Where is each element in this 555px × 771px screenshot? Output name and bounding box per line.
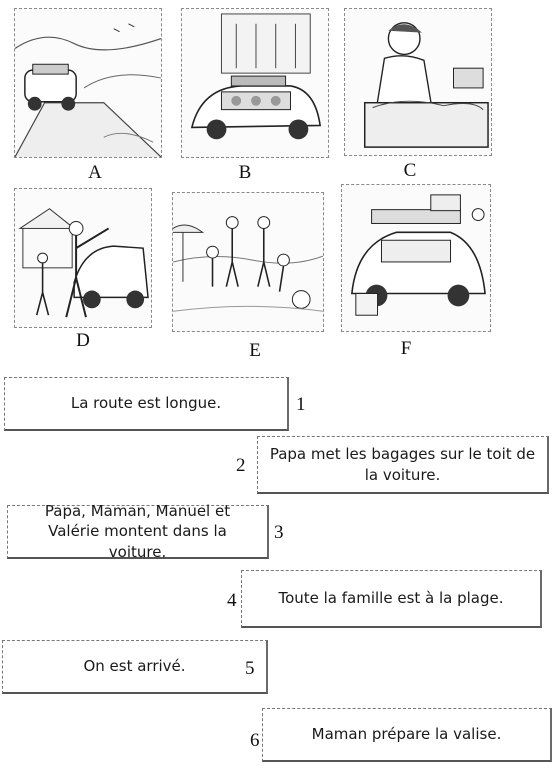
mother-packing-suitcase-illustration xyxy=(345,9,491,155)
sentence-number-6: 6 xyxy=(250,730,260,751)
family-in-car-illustration xyxy=(182,9,328,157)
family-at-beach-illustration xyxy=(173,193,323,331)
loading-roof-rack-illustration xyxy=(15,189,151,327)
sentence-text: Papa met les bagages sur le toit de la voiture. xyxy=(269,445,536,484)
sentence-text: Maman prépare la valise. xyxy=(311,725,502,744)
picture-c xyxy=(344,8,492,156)
sentence-card-1 xyxy=(4,377,289,431)
car-with-roof-luggage-illustration xyxy=(342,185,490,331)
picture-label-d: D xyxy=(76,330,90,351)
sentence-number-5: 5 xyxy=(245,658,255,679)
picture-e xyxy=(172,192,324,332)
picture-label-c: C xyxy=(403,160,417,181)
sentence-number-3: 3 xyxy=(274,522,284,543)
sentence-number-2: 2 xyxy=(236,455,246,476)
sentence-card-4 xyxy=(241,570,542,628)
picture-label-f: F xyxy=(400,338,412,359)
picture-a xyxy=(14,8,162,158)
picture-label-e: E xyxy=(249,340,261,361)
sentence-text: Papa, Maman, Manuel et Valérie montent dans la voiture. xyxy=(44,502,231,561)
car-on-road-illustration xyxy=(15,9,161,157)
sentence-number-1: 1 xyxy=(296,394,306,415)
sentence-card-2 xyxy=(257,436,549,494)
picture-b xyxy=(181,8,329,158)
picture-f xyxy=(341,184,491,332)
sentence-text: Toute la famille est à la plage. xyxy=(278,589,504,608)
sentence-number-4: 4 xyxy=(227,590,237,611)
sentence-text: On est arrivé. xyxy=(83,657,186,676)
sentence-text: La route est longue. xyxy=(70,394,222,413)
sentence-card-6 xyxy=(262,708,552,762)
picture-label-a: A xyxy=(88,162,102,183)
sentence-card-3 xyxy=(7,502,269,561)
sentence-card-5 xyxy=(2,640,268,694)
picture-label-b: B xyxy=(238,162,252,183)
picture-d xyxy=(14,188,152,328)
